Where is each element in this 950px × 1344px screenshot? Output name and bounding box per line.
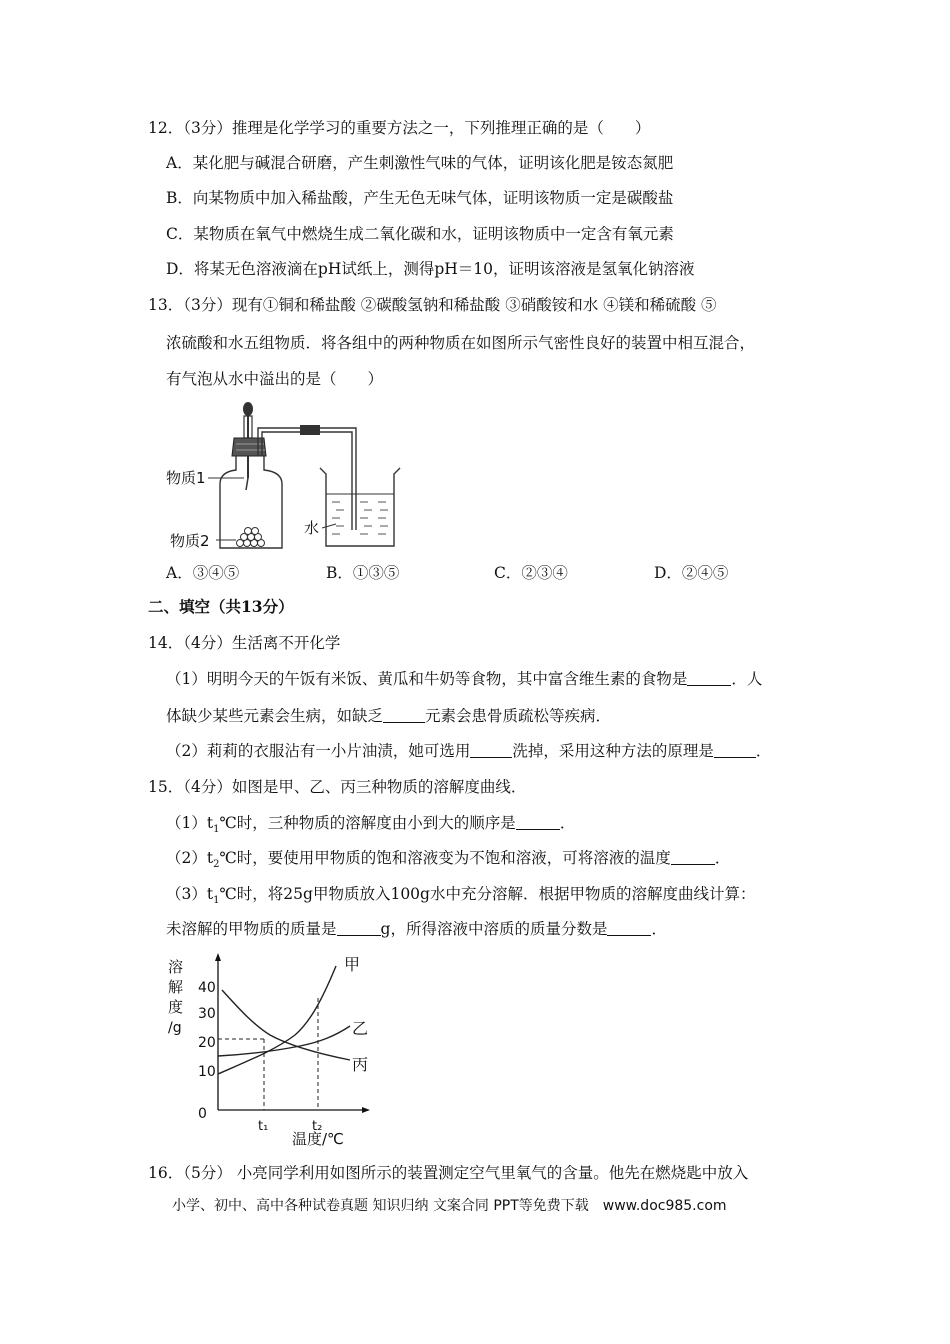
q14-part1-line1 xyxy=(166,668,762,690)
q12-option-d: D．将某无色溶液滴在pH试纸上，测得pH＝10，证明该溶液是氢氧化钠溶液 xyxy=(166,260,695,278)
apparatus-figure xyxy=(160,398,420,556)
water-lines xyxy=(332,502,388,534)
q15-part1 xyxy=(166,812,575,841)
ytick-20: 20 xyxy=(198,1035,216,1051)
q15-blank2[interactable] xyxy=(671,848,715,865)
q14-blank1[interactable] xyxy=(687,669,731,686)
curve-bing xyxy=(222,990,350,1060)
q14-part1-text-b: ．人 xyxy=(731,670,763,688)
ylabel-char-2: 解 xyxy=(168,978,184,996)
q14-blank3[interactable] xyxy=(470,741,512,758)
q13-option-b: B．①③⑤ xyxy=(326,564,400,582)
label-substance1: 物质1 xyxy=(166,469,206,487)
xlabel: 温度/℃ xyxy=(292,1130,344,1148)
footer-text: 小学、初中、高中各种试卷真题 知识归纳 文案合同 PPT等免费下载 www.doc985.com xyxy=(172,1198,727,1214)
q14-part2-text-c: ． xyxy=(755,742,772,760)
xtick-t1: t₁ xyxy=(258,1119,269,1134)
q13-option-a: A．③④⑤ xyxy=(166,564,240,582)
rubber-stopper xyxy=(232,438,266,456)
q13-line3: 有气泡从水中溢出的是（ ） xyxy=(166,370,384,388)
label-substance2: 物质2 xyxy=(170,532,210,550)
q13-line2: 浓硫酸和水五组物质．将各组中的两种物质在如图所示气密性良好的装置中相互混合， xyxy=(166,334,756,352)
q15-part1-text-a: （1）t xyxy=(166,814,214,832)
q15-part3-text-a: （3）t xyxy=(166,885,214,903)
q15-part3-line1 xyxy=(166,883,755,912)
q14-part2-text-b: 洗掉，采用这种方法的原理是 xyxy=(512,742,714,760)
solubility-chart xyxy=(160,950,390,1148)
y-axis-arrow xyxy=(215,953,221,961)
label-water: 水 xyxy=(304,519,320,537)
q15-part2-text-a: （2）t xyxy=(166,849,214,867)
q15-part3-text-c: 未溶解的甲物质的质量是 xyxy=(166,920,337,938)
q16-line1: 16．（5分） 小亮同学利用如图所示的装置测定空气里氧气的含量。他先在燃烧匙中放入 xyxy=(148,1164,749,1182)
ytick-30: 30 xyxy=(198,1006,216,1022)
q14-part1-text-d: 元素会患骨质疏松等疾病． xyxy=(425,707,612,725)
q13-option-d: D．②④⑤ xyxy=(654,564,729,582)
q15-part1-text-c: ． xyxy=(559,814,576,832)
q15-stem: 15．（4分）如图是甲、乙、丙三种物质的溶解度曲线． xyxy=(148,778,527,796)
q15-part3-line2 xyxy=(166,918,667,940)
q12-option-c: C．某物质在氧气中燃烧生成二氧化碳和水，证明该物质中一定含有氧元素 xyxy=(166,225,674,243)
q12-option-b: B．向某物质中加入稀盐酸，产生无色无味气体，证明该物质一定是碳酸盐 xyxy=(166,189,674,207)
q15-part2-text-b: ℃时，要使用甲物质的饱和溶液变为不饱和溶液，可将溶液的温度 xyxy=(219,849,671,867)
q14-part1-text-a: （1）明明今天的午饭有米饭、黄瓜和牛奶等食物，其中富含维生素的食物是 xyxy=(166,670,688,688)
solid-particles xyxy=(237,528,265,547)
xtick-t2: t₂ xyxy=(312,1119,323,1134)
q14-part2-text-a: （2）莉莉的衣服沾有一小片油渍，她可选用 xyxy=(166,742,471,760)
curve-label-bing: 丙 xyxy=(352,1055,369,1074)
delivery-tube xyxy=(258,428,356,530)
q15-part2 xyxy=(166,847,730,876)
ylabel-char-4: /g xyxy=(168,1020,182,1036)
curve-label-yi: 乙 xyxy=(352,1019,369,1038)
q12-option-a: A．某化肥与碱混合研磨，产生刺激性气味的气体，证明该化肥是铵态氮肥 xyxy=(166,154,674,172)
q15-part3-text-e: ． xyxy=(651,920,667,938)
q15-blank1[interactable] xyxy=(516,813,560,830)
ytick-0: 0 xyxy=(198,1106,207,1122)
q14-stem: 14．（4分）生活离不开化学 xyxy=(148,634,341,652)
x-axis-arrow xyxy=(362,1107,370,1113)
ytick-10: 10 xyxy=(198,1064,216,1080)
q15-part3-text-d: g，所得溶液中溶质的质量分数是 xyxy=(380,920,608,938)
q14-part1-line2 xyxy=(166,705,611,727)
q15-part2-sub: 2 xyxy=(213,859,220,871)
q15-part2-text-c: ． xyxy=(714,849,731,867)
q12-stem: 12．（3分）推理是化学学习的重要方法之一，下列推理正确的是（ ） xyxy=(148,119,651,137)
dropper-bulb xyxy=(243,402,253,416)
q15-part1-sub: 1 xyxy=(213,824,220,836)
q14-blank4[interactable] xyxy=(714,741,756,758)
q15-part3-sub: 1 xyxy=(213,895,220,907)
q15-part3-text-b: ℃时，将25g甲物质放入100g水中充分溶解．根据甲物质的溶解度曲线计算： xyxy=(219,885,756,903)
q14-part2 xyxy=(166,740,771,762)
q14-blank2[interactable] xyxy=(383,706,425,723)
tube-connector xyxy=(300,425,320,435)
section2-title: 二、填空（共13分） xyxy=(148,597,294,616)
ylabel-char-1: 溶 xyxy=(168,958,184,976)
curve-label-jia: 甲 xyxy=(344,955,361,974)
q14-part1-text-c: 体缺少某些元素会生病，如缺乏 xyxy=(166,707,384,725)
q13-option-c: C．②③④ xyxy=(494,564,568,582)
q15-part1-text-b: ℃时，三种物质的溶解度由小到大的顺序是 xyxy=(219,814,516,832)
q13-line1: 13．（3分）现有①铜和稀盐酸 ②碳酸氢钠和稀盐酸 ③硝酸铵和水 ④镁和稀硫酸 ⑤ xyxy=(148,296,717,314)
q15-blank4[interactable] xyxy=(607,919,651,936)
q15-blank3[interactable] xyxy=(337,919,381,936)
ytick-40: 40 xyxy=(198,980,216,996)
ylabel-char-3: 度 xyxy=(168,998,184,1016)
